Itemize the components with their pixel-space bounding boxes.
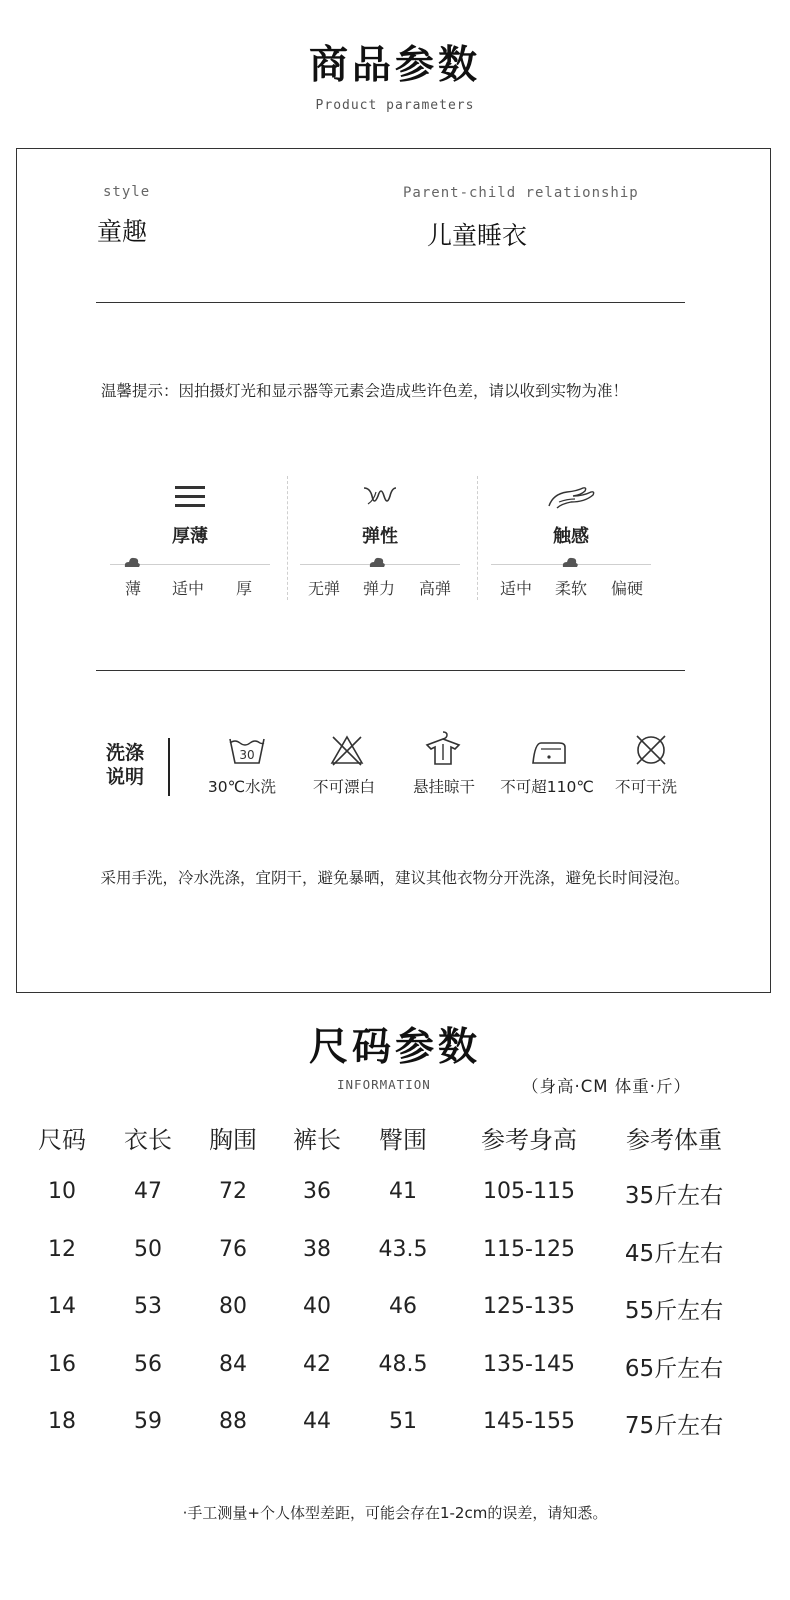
table-cell: 76 (219, 1237, 247, 1262)
attribute-option: 薄 (124, 579, 141, 598)
unit-note: （身高·CM 体重·斤） (522, 1077, 691, 1096)
wash-label: 不可干洗 (614, 778, 677, 796)
wash-tub-text: 30 (239, 748, 255, 762)
attribute-option: 无弹 (307, 579, 340, 598)
size-subtitle: INFORMATION (337, 1077, 431, 1092)
wash-label: 不可超110℃ (500, 778, 594, 796)
attribute-title: 弹性 (362, 526, 398, 547)
table-cell: 12 (48, 1237, 76, 1262)
table-cell: 125-135 (483, 1294, 575, 1319)
table-cell: 80 (219, 1294, 247, 1319)
wash-label: 30℃水洗 (207, 778, 277, 796)
table-cell: 46 (389, 1294, 417, 1319)
attribute-option: 厚 (235, 579, 252, 598)
table-cell: 145-155 (483, 1409, 575, 1434)
table-cell: 45斤左右 (624, 1241, 724, 1267)
table-cell: 38 (303, 1237, 331, 1262)
table-cell: 10 (48, 1179, 76, 1204)
table-cell: 47 (134, 1179, 162, 1204)
table-cell: 35斤左右 (624, 1183, 724, 1209)
table-cell: 55斤左右 (624, 1298, 724, 1324)
color-notice: 温馨提示：因拍摄灯光和显示器等元素会造成些许色差，请以收到实物为准！ (101, 382, 629, 400)
attribute-option: 偏硬 (610, 579, 643, 598)
table-cell: 115-125 (483, 1237, 575, 1262)
wash-title-line: 说明 (105, 766, 144, 788)
relation-label: Parent-child relationship (403, 185, 639, 201)
table-cell: 44 (303, 1409, 331, 1434)
care-instructions: 采用手洗，冷水洗涤，宜阴干，避免暴晒，建议其他衣物分开洗涤，避免长时间浸泡。 (100, 869, 690, 887)
table-header: 参考体重 (626, 1126, 722, 1154)
table-cell: 43.5 (378, 1237, 428, 1262)
table-cell: 18 (48, 1409, 76, 1434)
attribute-option: 适中 (171, 579, 204, 598)
measurement-note: ·手工测量+个人体型差距，可能会存在1-2cm的误差，请知悉。 (182, 1504, 608, 1522)
page-title: 商品参数 (308, 43, 481, 88)
attribute-option: 高弹 (418, 579, 451, 598)
attribute-option: 弹力 (362, 579, 395, 598)
table-header: 裤长 (293, 1126, 341, 1154)
table-cell: 53 (134, 1294, 162, 1319)
table-cell: 65斤左右 (624, 1356, 724, 1382)
table-cell: 50 (134, 1237, 162, 1262)
relation-value: 儿童睡衣 (427, 221, 528, 250)
table-header: 衣长 (124, 1126, 172, 1154)
style-value: 童趣 (97, 217, 148, 246)
table-cell: 14 (48, 1294, 76, 1319)
table-cell: 88 (219, 1409, 247, 1434)
table-cell: 41 (389, 1179, 417, 1204)
table-header: 臀围 (379, 1126, 427, 1154)
attribute-title: 触感 (553, 526, 589, 547)
page-subtitle: Product parameters (315, 98, 475, 113)
wash-title-line: 洗涤 (105, 742, 144, 764)
table-cell: 84 (219, 1352, 247, 1377)
table-cell: 59 (134, 1409, 162, 1434)
table-header: 参考身高 (481, 1126, 577, 1154)
attribute-option: 柔软 (554, 579, 587, 598)
table-header: 胸围 (209, 1126, 257, 1154)
table-cell: 40 (303, 1294, 331, 1319)
table-cell: 48.5 (378, 1352, 428, 1377)
style-label: style (103, 184, 151, 200)
table-cell: 16 (48, 1352, 76, 1377)
table-cell: 135-145 (483, 1352, 575, 1377)
wash-label: 悬挂晾干 (412, 778, 475, 796)
size-title: 尺码参数 (308, 1025, 481, 1070)
attribute-title: 厚薄 (172, 526, 208, 547)
table-cell: 105-115 (483, 1179, 575, 1204)
table-cell: 56 (134, 1352, 162, 1377)
table-cell: 42 (303, 1352, 331, 1377)
attribute-option: 适中 (499, 579, 532, 598)
wash-label: 不可漂白 (312, 778, 375, 796)
table-cell: 51 (389, 1409, 417, 1434)
table-header: 尺码 (38, 1126, 86, 1154)
table-cell: 36 (303, 1179, 331, 1204)
table-cell: 72 (219, 1179, 247, 1204)
table-cell: 75斤左右 (624, 1413, 724, 1439)
